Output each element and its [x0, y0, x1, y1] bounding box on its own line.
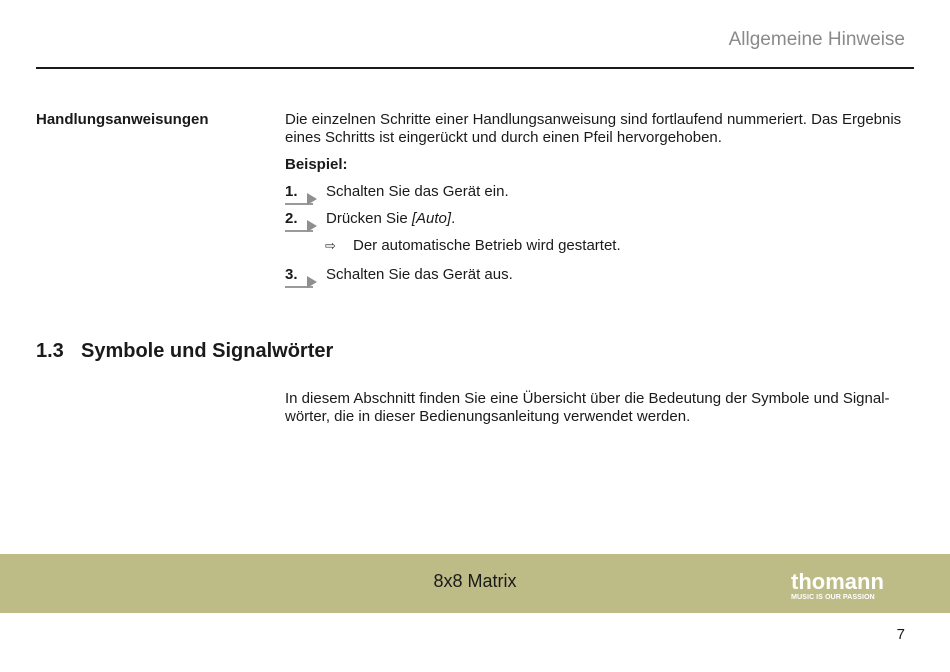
logo-tagline: MUSIC IS OUR PASSION: [791, 592, 875, 601]
result-arrow-icon: ⇨: [325, 238, 336, 253]
section-line-1: In diesem Abschnitt finden Sie eine Übersicht über die Bedeutung der Symbole und Signal-: [285, 390, 890, 407]
step-number: 2.: [285, 210, 298, 227]
step-result: [325, 237, 621, 254]
header-divider: [36, 67, 914, 69]
logo-wordmark: thomann: [791, 569, 884, 594]
step-text: [326, 210, 455, 227]
section-heading: [36, 340, 333, 363]
page-number: 7: [896, 626, 905, 643]
section-body: [285, 390, 910, 426]
instructions-intro: [285, 111, 910, 147]
section-number: 1.3: [36, 340, 64, 362]
step-text: Schalten Sie das Gerät ein.: [326, 183, 509, 200]
section-title: Symbole und Signalwörter: [81, 340, 334, 362]
result-text: Der automatische Betrieb wird gestartet.: [353, 237, 621, 254]
section-line-2: wörter, die in dieser Bedienungsanleitung verwendet werden.: [285, 408, 691, 425]
thomann-logo: [791, 567, 906, 601]
step-text-before: Drücken Sie: [326, 210, 412, 227]
instructions-label: Handlungsanweisungen: [36, 111, 209, 128]
step-arrow-icon: [307, 220, 317, 232]
intro-line-2: eines Schritts ist eingerückt und durch einen Pfeil hervorgehoben.: [285, 129, 722, 146]
intro-line-1: Die einzelnen Schritte einer Handlungsanweisung sind fortlaufend nummeriert. Das Ergebnis: [285, 111, 902, 128]
step-number: 3.: [285, 266, 298, 283]
step-text-after: .: [451, 210, 456, 227]
example-label: Beispiel:: [285, 156, 348, 173]
step-arrow-icon: [307, 276, 317, 288]
step-text: Schalten Sie das Gerät aus.: [326, 266, 513, 283]
chapter-title: Allgemeine Hinweise: [728, 29, 905, 50]
auto-button-label: [Auto]: [411, 210, 452, 227]
product-name: 8x8 Matrix: [433, 571, 517, 591]
step-arrow-icon: [307, 193, 317, 205]
step-number: 1.: [285, 183, 298, 200]
footer-band: [0, 554, 950, 613]
